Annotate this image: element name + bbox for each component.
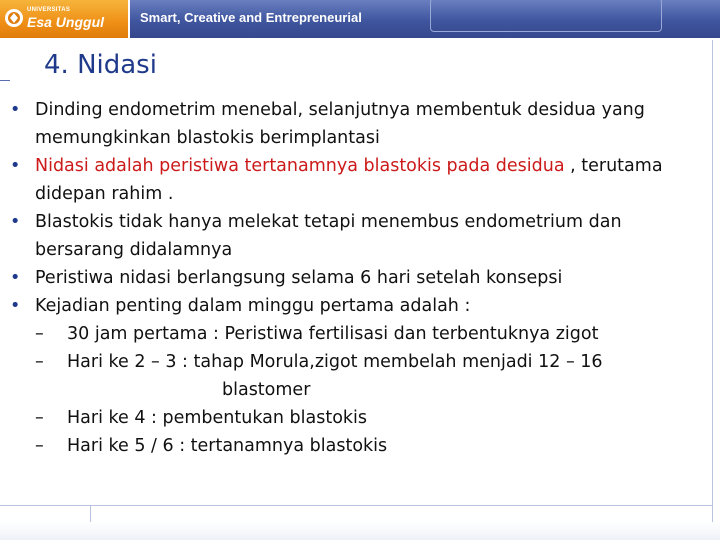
bullet-marker: • — [10, 268, 21, 288]
bullet-list — [0, 96, 715, 460]
bullet-marker: • — [10, 212, 21, 232]
slide-title: 4. Nidasi — [44, 50, 157, 80]
bullet-item — [0, 264, 715, 292]
sub-item — [35, 348, 715, 404]
bullet-marker: • — [10, 296, 21, 316]
frame-line — [0, 505, 712, 506]
bullet-item — [0, 208, 715, 264]
sub-item — [35, 432, 715, 460]
bullet-text: Kejadian penting dalam minggu pertama adalah : — [35, 296, 471, 316]
bullet-marker: • — [10, 156, 21, 176]
sub-item-text: Hari ke 2 – 3 : tahap Morula,zigot membelah menjadi 12 – 16 — [67, 352, 603, 372]
university-logo-icon — [4, 8, 24, 28]
dash-marker: – — [35, 436, 44, 456]
bullet-item — [0, 152, 715, 208]
sub-item-text: Hari ke 4 : pembentukan blastokis — [67, 408, 368, 428]
bullet-highlight-text: Nidasi adalah peristiwa tertanamnya blastokis pada desidua — [35, 156, 565, 176]
bullet-text: Blastokis tidak hanya melekat tetapi menembus endometrium dan bersarang didalamnya — [35, 212, 622, 260]
bullet-text: Dinding endometrim menebal, selanjutnya membentuk desidua yang memungkinkan blastokis berimplantasi — [35, 100, 645, 148]
bullet-text: Peristiwa nidasi berlangsung selama 6 hari setelah konsepsi — [35, 268, 563, 288]
dash-marker: – — [35, 352, 44, 372]
sub-item — [35, 320, 715, 348]
bullet-item — [0, 96, 715, 152]
sub-item — [35, 404, 715, 432]
sub-item-text: Hari ke 5 / 6 : tertanamnya blastokis — [67, 436, 388, 456]
dash-marker: – — [35, 408, 44, 428]
bullet-marker: • — [10, 100, 21, 120]
frame-line — [0, 80, 10, 81]
bullet-item — [0, 292, 715, 460]
bullet-text: , terutama didepan rahim . — [35, 156, 663, 204]
logo-wordmark: Esa Unggul — [27, 14, 105, 30]
banner-decoration — [430, 0, 662, 32]
header-banner — [0, 0, 720, 38]
sub-list — [35, 320, 715, 460]
logo-area — [0, 0, 130, 38]
tagline: Smart, Creative and Entrepreneurial — [140, 10, 362, 25]
sub-item-text: 30 jam pertama : Peristiwa fertilisasi dan terbentuknya zigot — [67, 324, 599, 344]
logo-caption: UNIVERSITAS — [27, 7, 71, 13]
sub-item-continuation: blastomer — [222, 380, 311, 400]
dash-marker: – — [35, 324, 44, 344]
footer-bar — [0, 522, 720, 540]
